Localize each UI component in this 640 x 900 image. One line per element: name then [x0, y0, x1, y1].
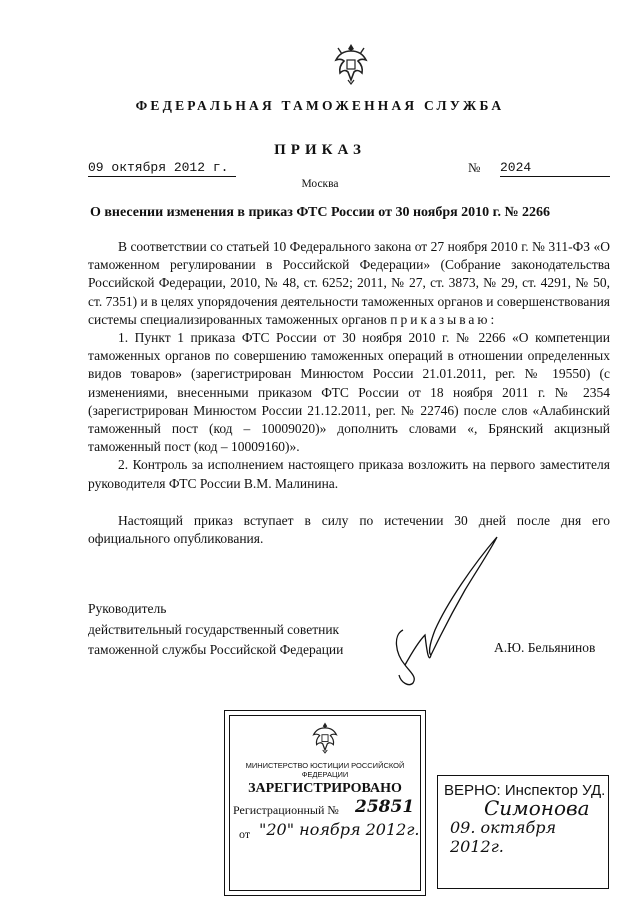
order-number-label: №	[468, 160, 481, 175]
handwritten-signature	[355, 535, 500, 695]
signatory-title-2: действительный государственный советник	[88, 621, 340, 637]
certification-stamp	[437, 775, 609, 889]
stamp-date: "20" ноября 2012г.	[259, 820, 420, 839]
certification-title: ВЕРНО: Инспектор УД.	[444, 782, 606, 799]
signatory-name: А.Ю. Бельянинов	[494, 640, 596, 655]
order-body	[88, 238, 610, 548]
preamble-command: приказываю:	[390, 311, 498, 327]
certification-date: 09. октября 2012г.	[450, 818, 557, 856]
signatory-title-3: таможенной службы Российской Федерации	[88, 642, 344, 657]
coat-of-arms-icon	[330, 40, 372, 86]
order-city: Москва	[301, 178, 339, 190]
preamble-text: В соответствии со статьей 10 Федерального закона от 27 ноября 2010 г. № 311-ФЗ «О таможенном регулировании в Российской Федерации» (Собрание законодательства Российской Федерации, 2010, № 48, ст. 6252; 2011, № 27, ст. 3873, № 29, ст. 4291, № 50, ст. 7351) и в целях упорядочения деятельности таможенных органов и совершенствования системы специализированных таможенных органов	[88, 239, 610, 327]
item-2: 2. Контроль за исполнением настоящего приказа возложить на первого заместителя руководителя ФТС России В.М. Малинина.	[88, 457, 610, 491]
order-subject: О внесении изменения в приказ ФТС России от 30 ноября 2010 г. № 2266	[89, 205, 551, 220]
order-number: 2024	[500, 160, 610, 177]
stamp-date-prefix: от	[239, 827, 251, 841]
coat-of-arms-icon	[309, 719, 341, 755]
document-type: ПРИКАЗ	[274, 142, 366, 158]
stamp-reg-label: Регистрационный №	[233, 803, 339, 817]
order-date: 09 октября 2012 г.	[88, 160, 236, 177]
certification-signature: Симонова	[484, 796, 590, 820]
registration-stamp	[224, 710, 426, 896]
signatory-title-1: Руководитель	[88, 601, 167, 616]
agency-name: ФЕДЕРАЛЬНАЯ ТАМОЖЕННАЯ СЛУЖБА	[135, 98, 505, 113]
preamble	[88, 238, 610, 329]
signatory-block	[88, 599, 343, 661]
effective-clause: Настоящий приказ вступает в силу по истечении 30 дней после дня его официального опубликования.	[88, 512, 610, 547]
stamp-reg-number: 25851	[355, 797, 415, 817]
stamp-ministry: МИНИСТЕРСТВО ЮСТИЦИИ РОССИЙСКОЙ ФЕДЕРАЦИИ	[245, 761, 405, 779]
stamp-status: ЗАРЕГИСТРИРОВАНО	[248, 781, 402, 796]
item-1: 1. Пункт 1 приказа ФТС России от 30 ноября 2010 г. № 2266 «О компетенции таможенных органов по совершению таможенных операций в отношении определенных видов товаров» (зарегистрирован Минюстом России 21.01.2011, рег. № 19550) (с изменениями, внесенными приказом ФТС России от 18 ноября 2011 г. № 2354 (зарегистрирован Минюстом России 21.12.2011, рег. № 22746) после слов «Алабинский таможенный пост (код – 10009020)» дополнить словами «, Брянский акцизный таможенный пост (код – 10009160)».	[88, 330, 610, 455]
